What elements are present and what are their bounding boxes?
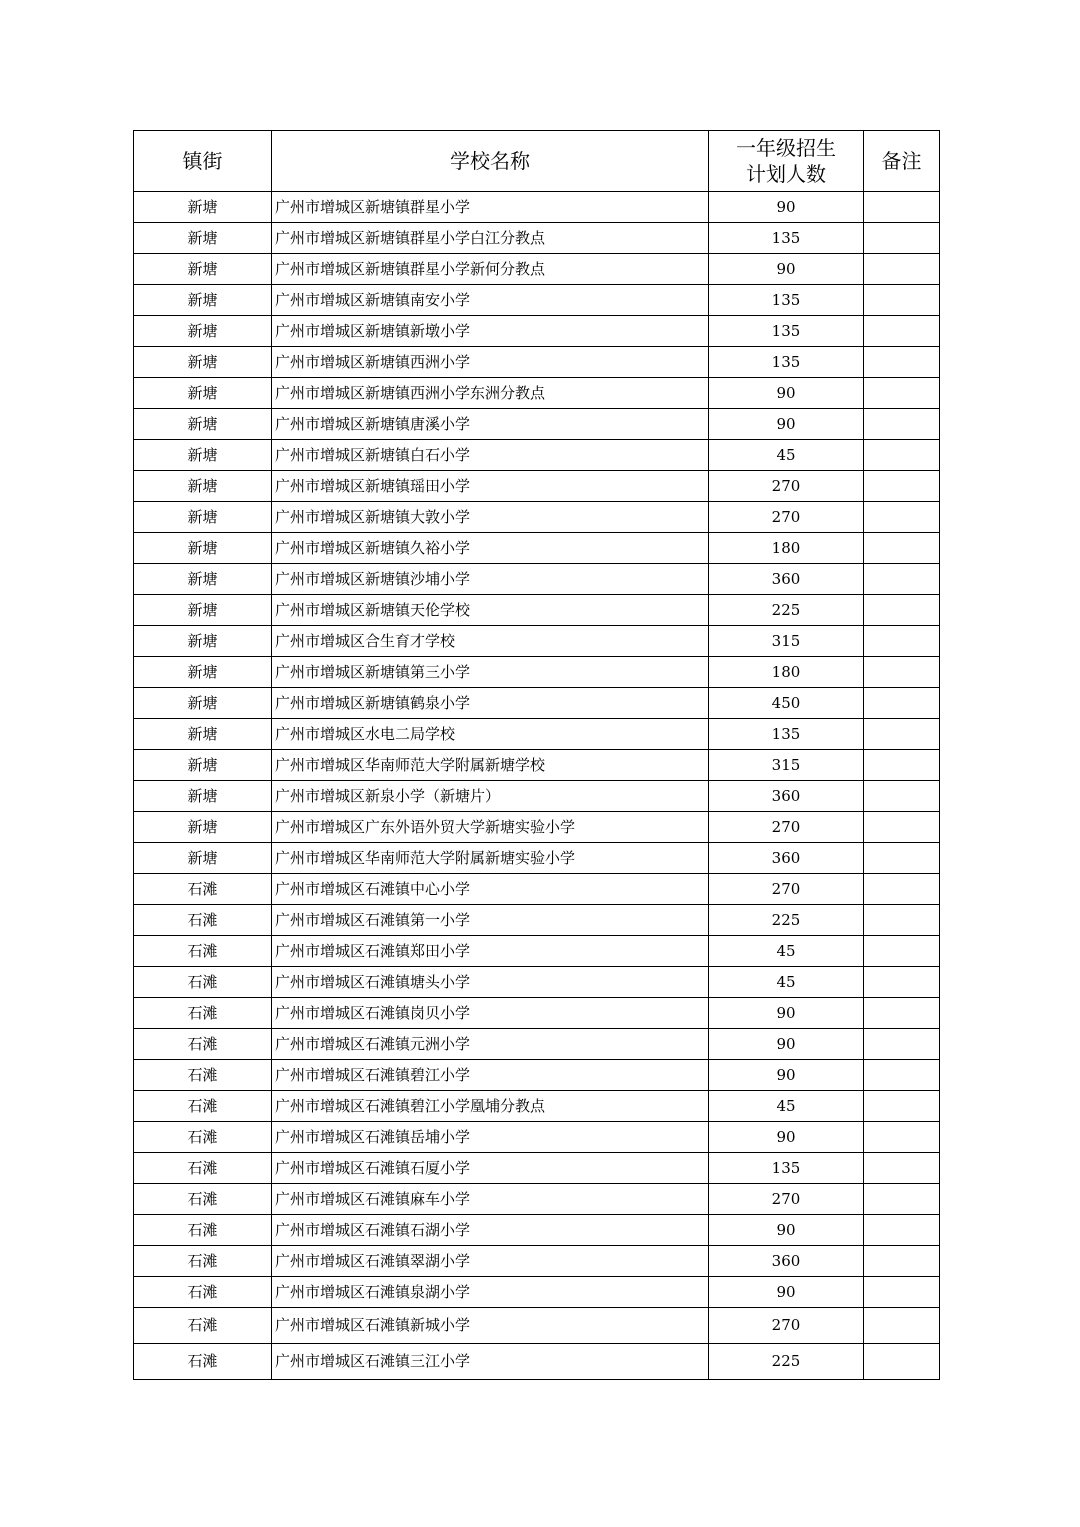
note-cell	[864, 936, 940, 967]
town-cell: 新塘	[134, 471, 272, 502]
school-cell: 广州市增城区广东外语外贸大学新塘实验小学	[272, 812, 709, 843]
town-cell: 新塘	[134, 812, 272, 843]
header-count-line2: 计划人数	[746, 162, 826, 186]
table-row	[134, 192, 940, 223]
note-cell	[864, 533, 940, 564]
count-cell: 360	[709, 1246, 864, 1277]
count-cell: 225	[709, 595, 864, 626]
town-cell: 新塘	[134, 192, 272, 223]
note-cell	[864, 347, 940, 378]
town-cell: 新塘	[134, 223, 272, 254]
school-cell: 广州市增城区新塘镇群星小学白江分教点	[272, 223, 709, 254]
table-row	[134, 1308, 940, 1344]
header-school: 学校名称	[272, 131, 709, 192]
school-cell: 广州市增城区石滩镇翠湖小学	[272, 1246, 709, 1277]
note-cell	[864, 192, 940, 223]
school-cell: 广州市增城区石滩镇石厦小学	[272, 1153, 709, 1184]
note-cell	[864, 1246, 940, 1277]
count-cell: 135	[709, 285, 864, 316]
count-cell: 90	[709, 192, 864, 223]
town-cell: 新塘	[134, 688, 272, 719]
note-cell	[864, 1029, 940, 1060]
count-cell: 270	[709, 812, 864, 843]
table-row	[134, 347, 940, 378]
school-cell: 广州市增城区新塘镇唐溪小学	[272, 409, 709, 440]
count-cell: 360	[709, 843, 864, 874]
note-cell	[864, 998, 940, 1029]
count-cell: 45	[709, 440, 864, 471]
count-cell: 315	[709, 626, 864, 657]
table-row	[134, 409, 940, 440]
table-row	[134, 1277, 940, 1308]
table-row	[134, 285, 940, 316]
header-town: 镇街	[134, 131, 272, 192]
school-cell: 广州市增城区合生育才学校	[272, 626, 709, 657]
count-cell: 45	[709, 936, 864, 967]
note-cell	[864, 874, 940, 905]
table-row	[134, 1091, 940, 1122]
school-cell: 广州市增城区新塘镇南安小学	[272, 285, 709, 316]
school-cell: 广州市增城区石滩镇泉湖小学	[272, 1277, 709, 1308]
town-cell: 石滩	[134, 1091, 272, 1122]
town-cell: 新塘	[134, 750, 272, 781]
school-cell: 广州市增城区新塘镇瑶田小学	[272, 471, 709, 502]
count-cell: 90	[709, 254, 864, 285]
town-cell: 新塘	[134, 626, 272, 657]
town-cell: 新塘	[134, 657, 272, 688]
note-cell	[864, 564, 940, 595]
town-cell: 石滩	[134, 905, 272, 936]
count-cell: 135	[709, 223, 864, 254]
school-cell: 广州市增城区新塘镇沙埔小学	[272, 564, 709, 595]
town-cell: 新塘	[134, 409, 272, 440]
town-cell: 新塘	[134, 719, 272, 750]
town-cell: 石滩	[134, 936, 272, 967]
note-cell	[864, 316, 940, 347]
note-cell	[864, 1060, 940, 1091]
note-cell	[864, 254, 940, 285]
school-cell: 广州市增城区新塘镇西洲小学	[272, 347, 709, 378]
count-cell: 135	[709, 719, 864, 750]
note-cell	[864, 1184, 940, 1215]
note-cell	[864, 1091, 940, 1122]
note-cell	[864, 626, 940, 657]
note-cell	[864, 657, 940, 688]
table-row	[134, 936, 940, 967]
note-cell	[864, 1308, 940, 1344]
note-cell	[864, 1344, 940, 1380]
town-cell: 新塘	[134, 564, 272, 595]
count-cell: 225	[709, 905, 864, 936]
table-row	[134, 1184, 940, 1215]
count-cell: 45	[709, 1091, 864, 1122]
count-cell: 180	[709, 657, 864, 688]
table-row	[134, 564, 940, 595]
count-cell: 225	[709, 1344, 864, 1380]
town-cell: 石滩	[134, 1215, 272, 1246]
header-count-line1: 一年级招生	[736, 136, 836, 160]
count-cell: 90	[709, 1029, 864, 1060]
table-row	[134, 626, 940, 657]
count-cell: 90	[709, 409, 864, 440]
town-cell: 石滩	[134, 1277, 272, 1308]
town-cell: 石滩	[134, 1060, 272, 1091]
school-cell: 广州市增城区石滩镇中心小学	[272, 874, 709, 905]
town-cell: 新塘	[134, 347, 272, 378]
note-cell	[864, 781, 940, 812]
school-cell: 广州市增城区水电二局学校	[272, 719, 709, 750]
school-cell: 广州市增城区石滩镇岗贝小学	[272, 998, 709, 1029]
town-cell: 石滩	[134, 1246, 272, 1277]
town-cell: 石滩	[134, 998, 272, 1029]
town-cell: 新塘	[134, 595, 272, 626]
school-cell: 广州市增城区石滩镇岳埔小学	[272, 1122, 709, 1153]
table-row	[134, 1215, 940, 1246]
note-cell	[864, 595, 940, 626]
town-cell: 石滩	[134, 1184, 272, 1215]
school-cell: 广州市增城区新塘镇鹤泉小学	[272, 688, 709, 719]
school-cell: 广州市增城区石滩镇麻车小学	[272, 1184, 709, 1215]
table-row	[134, 1029, 940, 1060]
header-row	[134, 131, 940, 192]
school-cell: 广州市增城区新塘镇新墩小学	[272, 316, 709, 347]
table-row	[134, 1246, 940, 1277]
town-cell: 新塘	[134, 378, 272, 409]
town-cell: 新塘	[134, 781, 272, 812]
note-cell	[864, 750, 940, 781]
count-cell: 315	[709, 750, 864, 781]
note-cell	[864, 843, 940, 874]
town-cell: 新塘	[134, 285, 272, 316]
note-cell	[864, 1215, 940, 1246]
table-row	[134, 750, 940, 781]
note-cell	[864, 409, 940, 440]
count-cell: 450	[709, 688, 864, 719]
count-cell: 180	[709, 533, 864, 564]
count-cell: 135	[709, 316, 864, 347]
table-row	[134, 1344, 940, 1380]
note-cell	[864, 719, 940, 750]
note-cell	[864, 285, 940, 316]
count-cell: 90	[709, 1277, 864, 1308]
school-cell: 广州市增城区新塘镇群星小学	[272, 192, 709, 223]
count-cell: 270	[709, 471, 864, 502]
table-row	[134, 378, 940, 409]
school-cell: 广州市增城区石滩镇三江小学	[272, 1344, 709, 1380]
table-row	[134, 657, 940, 688]
school-cell: 广州市增城区华南师范大学附属新塘实验小学	[272, 843, 709, 874]
town-cell: 石滩	[134, 1308, 272, 1344]
town-cell: 石滩	[134, 1029, 272, 1060]
note-cell	[864, 471, 940, 502]
header-count	[709, 131, 864, 192]
note-cell	[864, 502, 940, 533]
count-cell: 135	[709, 347, 864, 378]
school-cell: 广州市增城区新塘镇群星小学新何分教点	[272, 254, 709, 285]
school-cell: 广州市增城区石滩镇塘头小学	[272, 967, 709, 998]
note-cell	[864, 688, 940, 719]
table-row	[134, 254, 940, 285]
table-row	[134, 812, 940, 843]
school-cell: 广州市增城区石滩镇第一小学	[272, 905, 709, 936]
table-row	[134, 440, 940, 471]
table-row	[134, 998, 940, 1029]
school-cell: 广州市增城区石滩镇石湖小学	[272, 1215, 709, 1246]
town-cell: 石滩	[134, 1344, 272, 1380]
count-cell: 45	[709, 967, 864, 998]
count-cell: 270	[709, 502, 864, 533]
count-cell: 90	[709, 1122, 864, 1153]
note-cell	[864, 440, 940, 471]
table-row	[134, 533, 940, 564]
table-row	[134, 967, 940, 998]
town-cell: 新塘	[134, 533, 272, 564]
table-row	[134, 316, 940, 347]
table-row	[134, 843, 940, 874]
table-row	[134, 1153, 940, 1184]
town-cell: 石滩	[134, 967, 272, 998]
town-cell: 新塘	[134, 502, 272, 533]
town-cell: 石滩	[134, 874, 272, 905]
table-row	[134, 595, 940, 626]
count-cell: 270	[709, 1308, 864, 1344]
school-cell: 广州市增城区新塘镇大敦小学	[272, 502, 709, 533]
school-cell: 广州市增城区石滩镇郑田小学	[272, 936, 709, 967]
school-cell: 广州市增城区新塘镇久裕小学	[272, 533, 709, 564]
count-cell: 270	[709, 874, 864, 905]
note-cell	[864, 905, 940, 936]
count-cell: 90	[709, 998, 864, 1029]
table-row	[134, 688, 940, 719]
school-cell: 广州市增城区新塘镇西洲小学东洲分教点	[272, 378, 709, 409]
school-cell: 广州市增城区华南师范大学附属新塘学校	[272, 750, 709, 781]
school-cell: 广州市增城区新塘镇天伦学校	[272, 595, 709, 626]
school-cell: 广州市增城区石滩镇新城小学	[272, 1308, 709, 1344]
count-cell: 360	[709, 781, 864, 812]
school-cell: 广州市增城区石滩镇碧江小学	[272, 1060, 709, 1091]
note-cell	[864, 967, 940, 998]
town-cell: 新塘	[134, 254, 272, 285]
count-cell: 90	[709, 1215, 864, 1246]
count-cell: 90	[709, 1060, 864, 1091]
town-cell: 石滩	[134, 1153, 272, 1184]
table-row	[134, 874, 940, 905]
table-row	[134, 223, 940, 254]
count-cell: 135	[709, 1153, 864, 1184]
town-cell: 石滩	[134, 1122, 272, 1153]
count-cell: 360	[709, 564, 864, 595]
school-cell: 广州市增城区石滩镇碧江小学凰埔分教点	[272, 1091, 709, 1122]
table-row	[134, 719, 940, 750]
count-cell: 90	[709, 378, 864, 409]
note-cell	[864, 812, 940, 843]
table-row	[134, 905, 940, 936]
town-cell: 新塘	[134, 316, 272, 347]
school-cell: 广州市增城区石滩镇元洲小学	[272, 1029, 709, 1060]
header-note: 备注	[864, 131, 940, 192]
table-row	[134, 1122, 940, 1153]
school-cell: 广州市增城区新泉小学（新塘片）	[272, 781, 709, 812]
note-cell	[864, 223, 940, 254]
town-cell: 新塘	[134, 440, 272, 471]
enrollment-table	[133, 130, 940, 1380]
table-row	[134, 471, 940, 502]
note-cell	[864, 1277, 940, 1308]
count-cell: 270	[709, 1184, 864, 1215]
note-cell	[864, 1153, 940, 1184]
school-cell: 广州市增城区新塘镇第三小学	[272, 657, 709, 688]
town-cell: 新塘	[134, 843, 272, 874]
table-row	[134, 502, 940, 533]
table-body	[134, 192, 940, 1380]
note-cell	[864, 1122, 940, 1153]
note-cell	[864, 378, 940, 409]
school-cell: 广州市增城区新塘镇白石小学	[272, 440, 709, 471]
table-row	[134, 781, 940, 812]
table-row	[134, 1060, 940, 1091]
